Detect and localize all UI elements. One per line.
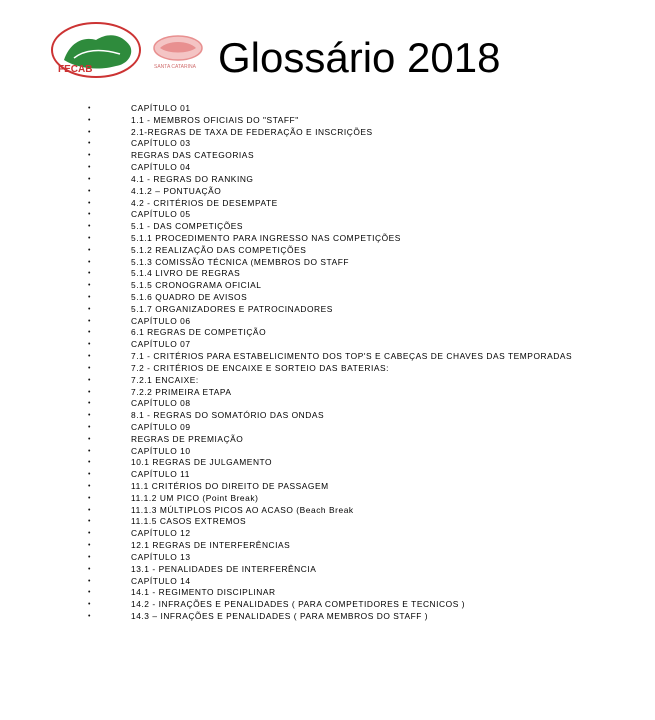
glossary-entry-text: CAPÍTULO 08 xyxy=(131,398,191,409)
glossary-entry xyxy=(0,469,655,481)
bullet-icon: • xyxy=(88,353,92,361)
bullet-icon: • xyxy=(88,530,92,538)
glossary-entry-text: 11.1.2 UM PICO (Point Break) xyxy=(131,492,259,503)
glossary-entry-text: 10.1 REGRAS DE JULGAMENTO xyxy=(131,457,273,468)
glossary-entry-text: 14.2 - INFRAÇÕES E PENALIDADES ( PARA COMPETIDORES E TECNICOS ) xyxy=(131,599,466,610)
bullet-icon: • xyxy=(88,152,92,160)
glossary-entry xyxy=(0,599,655,611)
bullet-icon: • xyxy=(88,364,92,372)
glossary-entry-text: 5.1 - DAS COMPETIÇÕES xyxy=(131,221,244,232)
glossary-entry-text: CAPÍTULO 14 xyxy=(131,575,191,586)
glossary-entry-text: 14.3 – INFRAÇÕES E PENALIDADES ( PARA MEMBROS DO STAFF ) xyxy=(131,610,429,621)
glossary-entry xyxy=(0,186,655,198)
glossary-entry xyxy=(0,422,655,434)
glossary-entry xyxy=(0,481,655,493)
glossary-entry xyxy=(0,233,655,245)
bullet-icon: • xyxy=(88,199,92,207)
glossary-entry-text: 14.1 - REGIMENTO DISCIPLINAR xyxy=(131,587,276,598)
glossary-entry-text: 7.1 - CRITÉRIOS PARA ESTABELICIMENTO DOS TOP'S E CABEÇAS DE CHAVES DAS TEMPORADAS xyxy=(131,351,573,362)
bullet-icon: • xyxy=(88,471,92,479)
bullet-icon: • xyxy=(88,116,92,124)
bullet-icon: • xyxy=(88,164,92,172)
glossary-entry-text: CAPÍTULO 06 xyxy=(131,315,191,326)
bullet-icon: • xyxy=(88,565,92,573)
bullet-icon: • xyxy=(88,400,92,408)
glossary-entry xyxy=(0,198,655,210)
glossary-entry-text: 11.1.5 CASOS EXTREMOS xyxy=(131,516,247,527)
secondary-logo xyxy=(150,32,206,72)
bullet-icon: • xyxy=(88,601,92,609)
glossary-entry-text: 13.1 - PENALIDADES DE INTERFERÊNCIA xyxy=(131,563,317,574)
glossary-entry-text: 7.2.2 PRIMEIRA ETAPA xyxy=(131,386,232,397)
glossary-entry xyxy=(0,528,655,540)
bullet-icon: • xyxy=(88,553,92,561)
glossary-entry-text: CAPÍTULO 03 xyxy=(131,138,191,149)
glossary-entry xyxy=(0,516,655,528)
glossary-entry xyxy=(0,127,655,139)
bullet-icon: • xyxy=(88,459,92,467)
glossary-entry-text: REGRAS DAS CATEGORIAS xyxy=(131,150,255,161)
glossary-entry-text: 4.1 - REGRAS DO RANKING xyxy=(131,173,254,184)
glossary-entry-text: CAPÍTULO 11 xyxy=(131,469,190,480)
glossary-entry xyxy=(0,540,655,552)
bullet-icon: • xyxy=(88,447,92,455)
glossary-entry xyxy=(0,434,655,446)
bullet-icon: • xyxy=(88,341,92,349)
fecab-logo xyxy=(50,20,146,80)
glossary-entry-text: 5.1.6 QUADRO DE AVISOS xyxy=(131,292,248,302)
glossary-entry xyxy=(0,280,655,292)
glossary-entry xyxy=(0,245,655,257)
bullet-icon: • xyxy=(88,258,92,266)
glossary-entry xyxy=(0,150,655,162)
glossary-entry-text: CAPÍTULO 04 xyxy=(131,162,191,173)
bullet-icon: • xyxy=(88,128,92,136)
glossary-entry-text: 5.1.2 REALIZAÇÃO DAS COMPETIÇÕES xyxy=(131,244,307,255)
glossary-entry-text: CAPÍTULO 09 xyxy=(131,421,191,432)
bullet-icon: • xyxy=(88,518,92,526)
bullet-icon: • xyxy=(88,317,92,325)
glossary-entry xyxy=(0,505,655,517)
glossary-entry-text: 11.1.3 MÚLTIPLOS PICOS AO ACASO (Beach Break xyxy=(131,504,354,515)
bullet-icon: • xyxy=(88,376,92,384)
bullet-icon: • xyxy=(88,494,92,502)
bullet-icon: • xyxy=(88,246,92,254)
glossary-entry xyxy=(0,351,655,363)
bullet-icon: • xyxy=(88,329,92,337)
glossary-entry xyxy=(0,398,655,410)
bullet-icon: • xyxy=(88,211,92,219)
glossary-entry xyxy=(0,257,655,269)
glossary-entry xyxy=(0,327,655,339)
glossary-entry xyxy=(0,138,655,150)
glossary-entry xyxy=(0,221,655,233)
glossary-entry-text: 5.1.7 ORGANIZADORES E PATROCINADORES xyxy=(131,303,333,314)
glossary-entry xyxy=(0,304,655,316)
glossary-entry-text: 1.1 - MEMBROS OFICIAIS DO "STAFF" xyxy=(131,114,299,125)
glossary-entry-text: 4.1.2 – PONTUAÇÃO xyxy=(131,185,222,196)
bullet-icon: • xyxy=(88,589,92,597)
glossary-entry-text: 8.1 - REGRAS DO SOMATÓRIO DAS ONDAS xyxy=(131,410,325,421)
bullet-icon: • xyxy=(88,483,92,490)
secondary-logo-text: SANTA CATARINA xyxy=(154,64,196,70)
glossary-entry xyxy=(0,552,655,564)
glossary-entry-text: 5.1.1 PROCEDIMENTO PARA INGRESSO NAS COMPETIÇÕES xyxy=(131,232,401,243)
fecab-logo-text: FECAB xyxy=(58,64,93,75)
glossary-entry-text: CAPÍTULO 13 xyxy=(131,551,191,562)
glossary-entry xyxy=(0,493,655,505)
glossary-entry-text: 5.1.3 COMISSÃO TÉCNICA (MEMBROS DO STAFF xyxy=(131,256,350,267)
glossary-entry-text: 12.1 REGRAS DE INTERFERÊNCIAS xyxy=(131,540,291,551)
bullet-icon: • xyxy=(88,305,92,313)
bullet-icon: • xyxy=(88,423,92,431)
glossary-entry-text: 5.1.5 CRONOGRAMA OFICIAL xyxy=(131,280,262,291)
glossary-entry xyxy=(0,209,655,221)
glossary-list xyxy=(0,103,655,623)
bullet-icon: • xyxy=(88,294,92,301)
glossary-entry xyxy=(0,457,655,469)
glossary-entry xyxy=(0,174,655,186)
glossary-entry xyxy=(0,162,655,174)
page-title: Glossário 2018 xyxy=(218,34,501,81)
glossary-entry xyxy=(0,316,655,328)
glossary-entry-text: 7.2 - CRITÉRIOS DE ENCAIXE E SORTEIO DAS BATERIAS: xyxy=(131,362,390,373)
bullet-icon: • xyxy=(88,542,92,550)
glossary-entry xyxy=(0,292,655,304)
glossary-entry-text: 2.1-REGRAS DE TAXA DE FEDERAÇÃO E INSCRIÇÕES xyxy=(131,126,373,137)
glossary-entry xyxy=(0,446,655,458)
glossary-entry xyxy=(0,115,655,127)
glossary-entry-text: REGRAS DE PREMIAÇÃO xyxy=(131,433,244,444)
glossary-entry-text: CAPÍTULO 07 xyxy=(131,339,191,350)
bullet-icon: • xyxy=(88,175,92,183)
bullet-icon: • xyxy=(88,577,92,585)
glossary-entry xyxy=(0,410,655,422)
glossary-entry-text: 6.1 REGRAS DE COMPETIÇÃO xyxy=(131,327,267,338)
bullet-icon: • xyxy=(88,282,92,290)
glossary-entry-text: 4.2 - CRITÉRIOS DE DESEMPATE xyxy=(131,197,278,208)
glossary-entry xyxy=(0,387,655,399)
glossary-entry-text: CAPÍTULO 12 xyxy=(131,528,191,539)
glossary-entry-text: 5.1.4 LIVRO DE REGRAS xyxy=(131,268,241,279)
bullet-icon: • xyxy=(88,234,92,242)
bullet-icon: • xyxy=(88,612,92,620)
glossary-entry xyxy=(0,103,655,115)
bullet-icon: • xyxy=(88,435,92,443)
glossary-entry-text: 7.2.1 ENCAIXE: xyxy=(131,374,199,385)
glossary-entry xyxy=(0,375,655,387)
glossary-entry xyxy=(0,268,655,280)
glossary-entry xyxy=(0,363,655,375)
bullet-icon: • xyxy=(88,140,92,148)
bullet-icon: • xyxy=(88,388,92,396)
glossary-entry xyxy=(0,587,655,599)
bullet-icon: • xyxy=(88,270,92,278)
glossary-entry-text: CAPÍTULO 05 xyxy=(131,209,191,220)
bullet-icon: • xyxy=(88,412,92,420)
glossary-entry xyxy=(0,576,655,588)
glossary-entry-text: 11.1 CRITÉRIOS DO DIREITO DE PASSAGEM xyxy=(131,481,329,491)
bullet-icon: • xyxy=(88,105,92,112)
glossary-entry-text: CAPÍTULO 10 xyxy=(131,445,191,456)
glossary-entry xyxy=(0,611,655,623)
glossary-entry-text: CAPÍTULO 01 xyxy=(131,103,191,113)
bullet-icon: • xyxy=(88,187,92,195)
glossary-entry xyxy=(0,564,655,576)
glossary-entry xyxy=(0,339,655,351)
bullet-icon: • xyxy=(88,506,92,514)
bullet-icon: • xyxy=(88,223,92,231)
